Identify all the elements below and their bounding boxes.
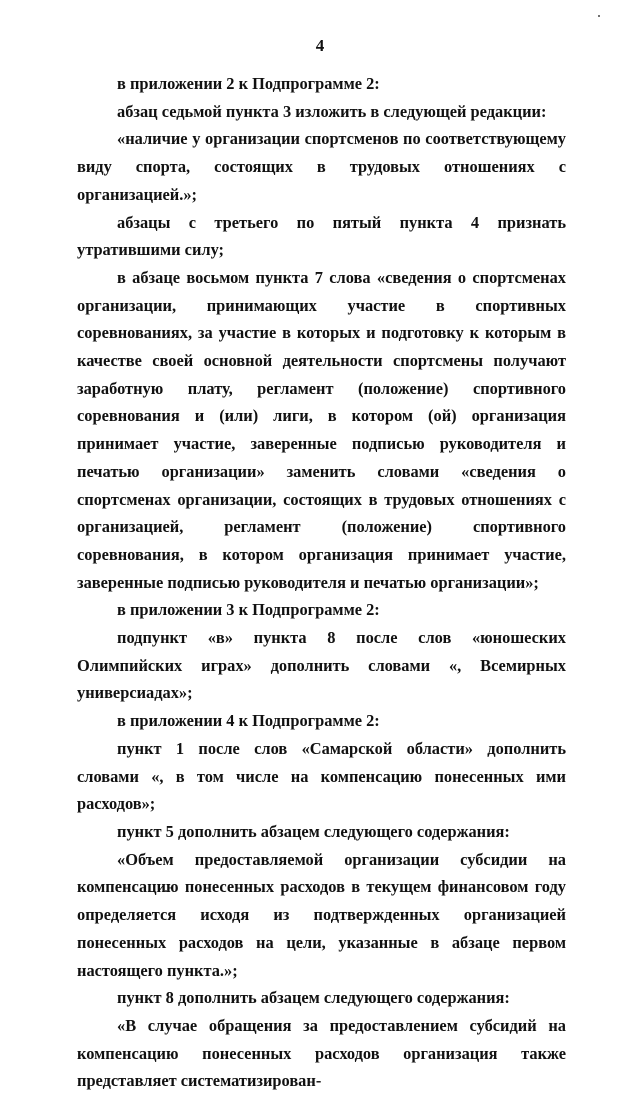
paragraph: абзац седьмой пункта 3 изложить в следующей редакции: — [117, 101, 547, 121]
paragraph: пункт 1 после слов «Самарской области» дополнить словами «, в том числе на компенсацию понесенных ими расходов»; — [77, 738, 566, 814]
paragraph: подпункт «в» пункта 8 после слов «юношеских Олимпийских играх» дополнить словами «, Всемирных универсиадах»; — [77, 628, 566, 703]
paragraph: пункт 8 дополнить абзацем следующего содержания: — [117, 988, 510, 1008]
paragraph: в приложении 3 к Подпрограмме 2: — [117, 600, 380, 620]
document-body — [77, 70, 566, 1095]
paragraph: в абзаце восьмом пункта 7 слова «сведения о спортсменах организации, принимающих участие в спортивных соревнованиях, за участие в которых и подготовку к которым в качестве своей основной деятельности спортсмены получают заработную плату, регламент (положение) спортивного соревнования и (или) лиги, в котором (ой) организация принимает участие, заверенные подписью руководителя и печатью организации» заменить словами «сведения о спортсменах организации, состоящих в трудовых отношениях с организацией, регламент (положение) спортивного соревнования, в котором организация принимает участие, заверенные подписью руководителя и печатью организации»; — [77, 267, 566, 592]
paragraph: «Объем предоставляемой организации субсидии на компенсацию понесенных расходов в текущем финансовом году определяется исходя из подтвержденных организацией понесенных расходов на цели, указанные в абзаце первом настоящего пункта.»; — [77, 849, 566, 980]
paragraph: в приложении 4 к Подпрограмме 2: — [117, 711, 380, 731]
scan-speck — [598, 15, 600, 17]
paragraph: абзацы с третьего по пятый пункта 4 признать утратившими силу; — [77, 212, 566, 260]
page-number: 4 — [315, 36, 325, 55]
paragraph: в приложении 2 к Подпрограмме 2: — [117, 74, 380, 93]
paragraph: «наличие у организации спортсменов по соответствующему виду спорта, состоящих в трудовых отношениях с организацией.»; — [77, 129, 566, 204]
paragraph: «В случае обращения за предоставлением субсидий на компенсацию понесенных расходов организация также представляет систематизирован- — [77, 1015, 566, 1091]
paragraph: пункт 5 дополнить абзацем следующего содержания: — [117, 821, 510, 841]
